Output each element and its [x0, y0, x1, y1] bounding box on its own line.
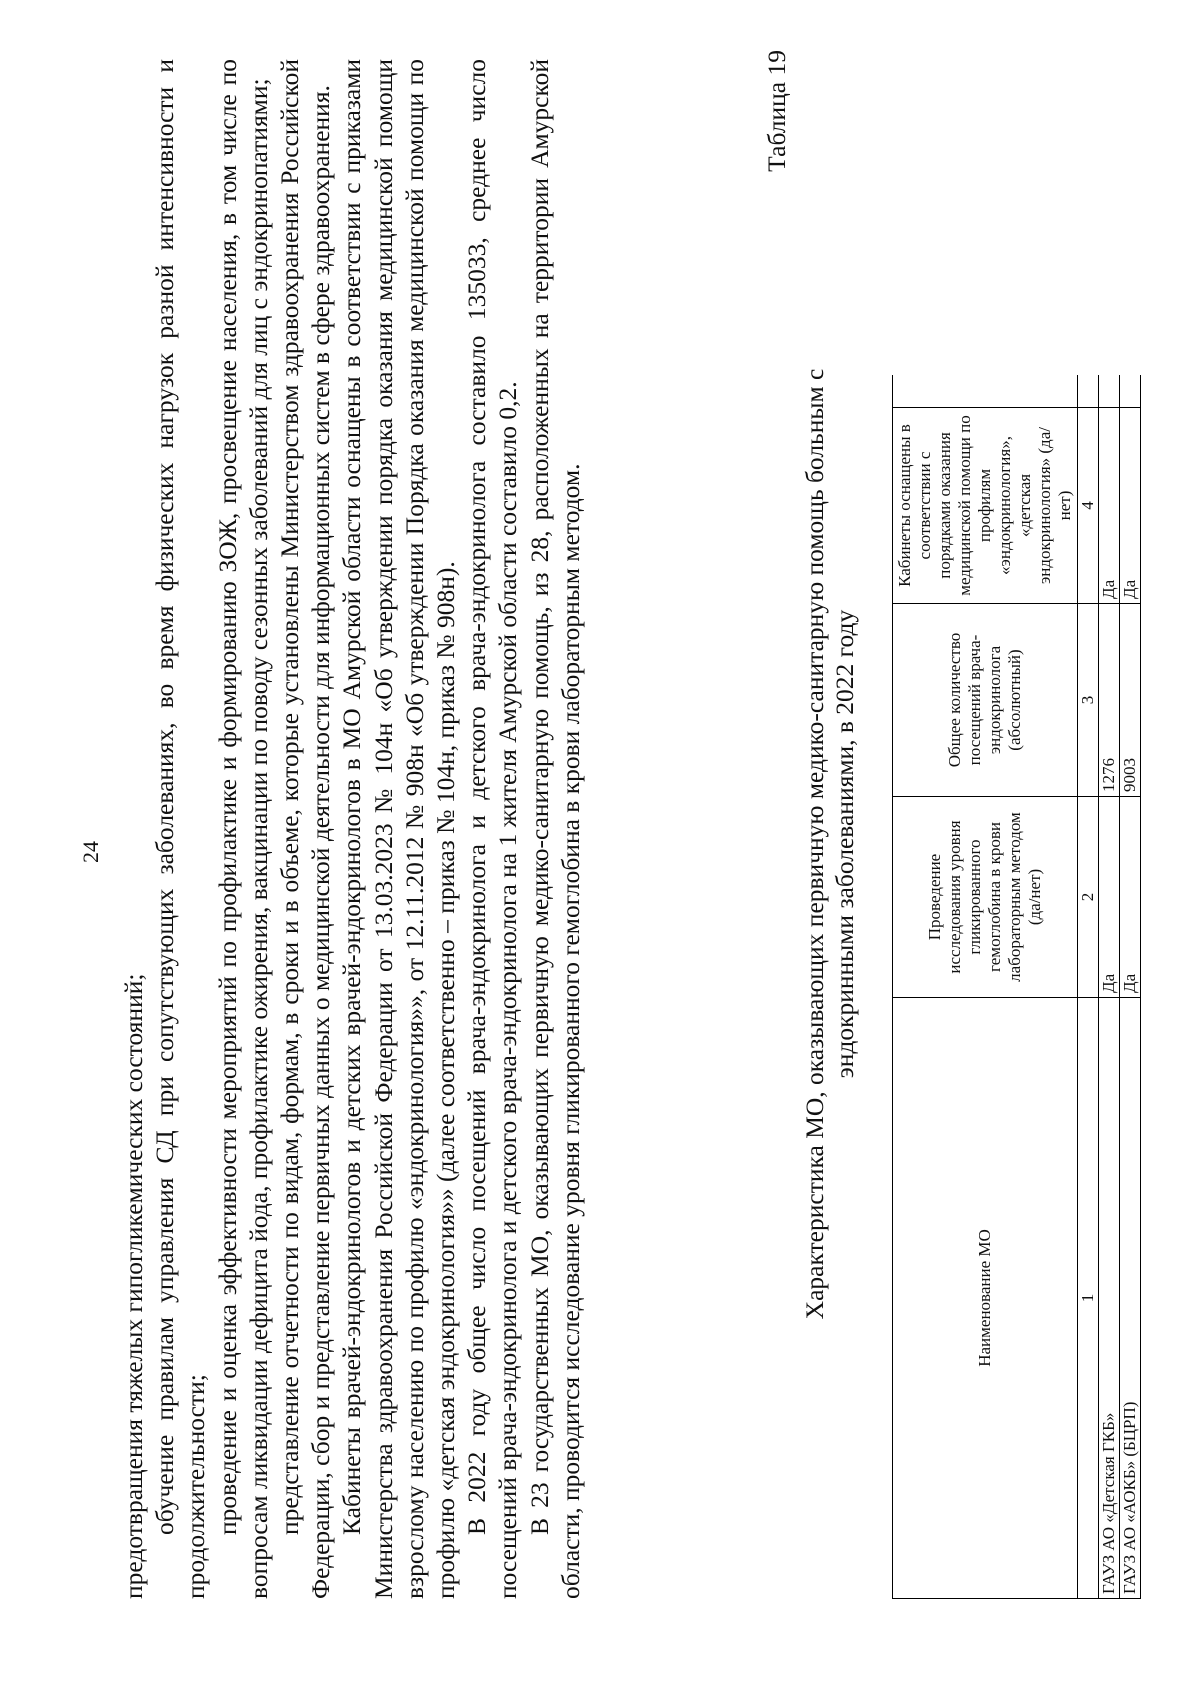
mo-characteristics-table — [892, 375, 1141, 1599]
cell-equipped-offices: Да — [1120, 408, 1141, 604]
extra-cell — [1078, 375, 1099, 408]
column-number: 4 — [1078, 408, 1099, 604]
cell-visits-count: 1276 — [1099, 604, 1120, 797]
paragraph-7: В 23 государственных МО, оказывающих первичную медико-санитарную помощь, из 28, расположенных на территории Амурской области, проводится исследование уровня гликированного гемоглобина в крови лабораторным методом. — [524, 59, 585, 1599]
column-number: 2 — [1078, 797, 1099, 998]
cell-hba1c-testing: Да — [1120, 797, 1141, 998]
extra-cell — [1099, 375, 1120, 408]
column-number-row — [1078, 375, 1099, 1599]
header-extra-column — [893, 375, 1078, 408]
body-text — [118, 59, 586, 1599]
table-header-row — [893, 375, 1078, 1599]
extra-cell — [1120, 375, 1141, 408]
cell-equipped-offices: Да — [1099, 408, 1120, 604]
cell-mo-name: ГАУЗ АО «Детская ГКБ» — [1099, 998, 1120, 1599]
table-row — [1120, 375, 1141, 1599]
column-number: 1 — [1078, 998, 1099, 1599]
cell-mo-name: ГАУЗ АО «АОКБ» (БЦРП) — [1120, 998, 1141, 1599]
table-caption-line-2: эндокринными заболеваниями, в 2022 году — [830, 609, 859, 1079]
paragraph-6: В 2022 году общее число посещений врача-эндокринолога и детского врача-эндокринолога составило 135033, среднее число посещений врача-эндокринолога и детского врача-эндокринолога на 1 жителя Амурской области составило 0,2. — [462, 59, 523, 1599]
header-equipped-offices: Кабинеты оснащены в соответствии с порядками оказания медицинской помощи по профилям «эндокринология», «детская эндокринология» (да/нет) — [893, 408, 1078, 604]
table-label: Таблица 19 — [762, 50, 791, 172]
cell-visits-count: 9003 — [1120, 604, 1141, 797]
paragraph-4: представление отчетности по видам, формам, в сроки и в объеме, которые установлены Министерством здравоохранения Российской Федерации, сбор и представление первичных данных о медицинской деятельности для информационных систем в сфере здравоохранения. — [275, 59, 336, 1599]
paragraph-1: предотвращения тяжелых гипогликемических состояний; — [119, 973, 148, 1599]
table-row — [1099, 375, 1120, 1599]
header-mo-name: Наименование МО — [893, 998, 1078, 1599]
paragraph-3: проведение и оценка эффективности мероприятий по профилактике и формированию ЗОЖ, просвещение населения, в том числе по вопросам ликвидации дефицита йода, профилактике ожирения, вакцинации по поводу сезонных заболеваний для лиц с эндокринопатиями; — [212, 59, 273, 1599]
paragraph-5: Кабинеты врачей-эндокринологов и детских врачей-эндокринологов в МО Амурской области оснащены в соответствии с приказами Министерства здравоохранения Российской Федерации от 13.03.2023 № 104н «Об утверждении порядка оказания медицинской помощи взрослому населению по профилю «эндокринология»», от 12.11.2012 № 908н «Об утверждении Порядка оказания медицинской помощи по профилю «детская эндокринология»» (далее соответственно – приказ № 104н, приказ № 908н). — [337, 59, 461, 1599]
paragraph-2: обучение правилам управления СД при сопутствующих заболеваниях, во время физических нагрузок разной интенсивности и продолжительности; — [150, 59, 211, 1599]
cell-hba1c-testing: Да — [1099, 797, 1120, 998]
table-caption — [800, 144, 860, 1544]
header-visits-count: Общее количество посещений врача-эндокринолога (абсолютный) — [893, 604, 1078, 797]
table-caption-line-1: Характеристика МО, оказывающих первичную медико-санитарную помощь больным с — [800, 368, 829, 1320]
column-number: 3 — [1078, 604, 1099, 797]
header-hba1c-testing: Проведение исследования уровня гликированного гемоглобина в крови лабораторным методом (да/нет) — [893, 797, 1078, 998]
page-number: 24 — [78, 841, 103, 863]
